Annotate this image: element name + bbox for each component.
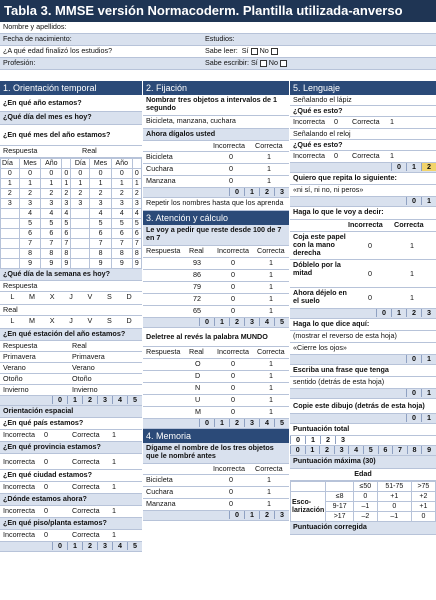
age-studies-field[interactable]	[0, 46, 436, 58]
mundo-head: Respuesta Real Incorrecta Correcta	[143, 347, 289, 359]
read-no-checkbox[interactable]	[271, 48, 278, 55]
attention-instruction: Le voy a pedir que reste desde 100 de 7 en 7	[143, 225, 289, 246]
command-score[interactable]: 0 1 2 3	[290, 309, 436, 319]
subtraction-row[interactable]: 79 0 1	[143, 282, 289, 294]
write-instruction: Escriba una frase que tenga	[290, 365, 436, 377]
repeat-instruction: Quiero que repita lo siguiente:	[290, 173, 436, 185]
read-yes-checkbox[interactable]	[251, 48, 258, 55]
question-weekday: ¿Qué día de la semana es hoy?	[0, 269, 142, 281]
clock-question: ¿Qué es esto?	[290, 140, 436, 151]
fixation-repeat: Repetir los nombres hasta que los aprenda	[143, 198, 289, 211]
total-units[interactable]: 0 1 2 3 4 5 6 7 8 9	[290, 446, 436, 456]
command-head: Incorrecta Correcta	[290, 220, 436, 232]
studies-label: Estudios:	[205, 34, 235, 43]
fixation-score[interactable]: 0 1 2 3	[143, 188, 289, 198]
command-row[interactable]: Ahora déjelo en el suelo 0 1	[290, 288, 436, 309]
spatial-score[interactable]: 0 1 2 3 4 5	[0, 542, 142, 552]
question-floor: ¿En qué piso/planta estamos?	[0, 518, 142, 530]
total-tens[interactable]: 0 1 2 3	[290, 436, 436, 446]
mundo-instruction: Deletree al revés la palabra MUNDO	[143, 328, 289, 347]
command-row[interactable]: Coja este papel con la mano derecha 0 1	[290, 232, 436, 260]
season-row[interactable]: Otoño Otoño	[0, 374, 142, 385]
age-finished-label: ¿A qué edad finalizó los estudios?	[3, 46, 113, 55]
section-title: 1. Orientación temporal	[0, 81, 142, 95]
page-title: Tabla 3. MMSE versión Normacoderm. Plantilla utilizada-anverso	[0, 0, 436, 22]
age-heading: Edad	[290, 469, 436, 481]
mundo-row[interactable]: D 0 1	[143, 371, 289, 383]
memory-item[interactable]: Cuchara 0 1	[143, 487, 289, 499]
close-eyes: «Cierre los ojos»	[290, 343, 436, 355]
question-country: ¿En qué país estamos?	[0, 418, 142, 430]
country-score[interactable]: Incorrecta 0 Correcta 1	[0, 430, 142, 442]
read-instruction: Haga lo que dice aquí:	[290, 319, 436, 331]
memory-item[interactable]: Manzana 0 1	[143, 499, 289, 511]
weekday-answer-options[interactable]: L M X J V S D	[0, 292, 142, 305]
copy-instruction: Copie este dibujo (detrás de esta hoja)	[290, 399, 436, 414]
section-title: 4. Memoria	[143, 429, 289, 443]
mundo-row[interactable]: N 0 1	[143, 383, 289, 395]
clock-score[interactable]: Incorrecta 0 Correcta 1	[290, 151, 436, 163]
city-score[interactable]: Incorrecta 0 Correcta 1	[0, 482, 142, 494]
command-row[interactable]: Dóblelo por la mitad 0 1	[290, 260, 436, 288]
section-title: 5. Lenguaje	[290, 81, 436, 95]
birth-field[interactable]	[0, 34, 436, 46]
section-orientation	[0, 81, 142, 552]
subtraction-row[interactable]: 72 0 1	[143, 294, 289, 306]
profession-label: Profesión:	[3, 58, 36, 67]
write-note: sentido (detrás de esta hoja)	[290, 377, 436, 389]
clock-prompt: Señalando el reloj	[290, 129, 436, 140]
section-middle	[143, 81, 289, 521]
birth-label: Fecha de nacimiento:	[3, 34, 72, 43]
section-title: 2. Fijación	[143, 81, 289, 95]
corrected-score: Puntuación corregida	[290, 522, 436, 535]
answer-header: Respuesta Real	[0, 146, 142, 158]
subtraction-row[interactable]: 65 0 1	[143, 306, 289, 318]
mundo-row[interactable]: U 0 1	[143, 395, 289, 407]
section-title: 3. Atención y cálculo	[143, 211, 289, 225]
mundo-row[interactable]: O 0 1	[143, 359, 289, 371]
repeat-score[interactable]: 0 1	[290, 197, 436, 207]
season-header: Respuesta Real	[0, 341, 142, 352]
max-score: Puntuación máxima (30)	[290, 456, 436, 469]
fixation-item[interactable]: Cuchara 0 1	[143, 164, 289, 176]
write-field: Sabe escribir: Sí No	[205, 59, 289, 67]
season-row[interactable]: Primavera Primavera	[0, 352, 142, 363]
province-score[interactable]: Incorrecta 0 Correcta 1	[0, 454, 142, 470]
profession-field[interactable]	[0, 58, 436, 70]
season-row[interactable]: Invierno Invierno	[0, 385, 142, 396]
question-day: ¿Qué día del mes es hoy?	[0, 112, 142, 125]
attention-head: Respuesta Real Incorrecta Correcta	[143, 246, 289, 258]
fixation-item[interactable]: Manzana 0 1	[143, 176, 289, 188]
pencil-question: ¿Qué es esto?	[290, 106, 436, 117]
season-row[interactable]: Verano Verano	[0, 363, 142, 374]
question-year: ¿En qué año estamos?	[0, 95, 142, 112]
where-score[interactable]: Incorrecta 0 Correcta 1	[0, 506, 142, 518]
read-note: (mostrar el reverso de esta hoja)	[290, 331, 436, 343]
read-field: Sabe leer: Sí No	[205, 47, 280, 55]
fixation-item[interactable]: Bicicleta 0 1	[143, 152, 289, 164]
memory-item[interactable]: Bicicleta 0 1	[143, 475, 289, 487]
spatial-heading: Orientación espacial	[0, 406, 142, 418]
fixation-instruction: Nombrar tres objetos a intervalos de 1 segundo	[143, 95, 289, 116]
total-heading: Puntuación total	[290, 424, 436, 436]
fixation-objects: Bicicleta, manzana, cuchara	[143, 116, 289, 129]
fixation-now: Ahora dígalos usted	[143, 129, 289, 141]
question-where: ¿Dónde estamos ahora?	[0, 494, 142, 506]
mundo-score[interactable]: 0 1 2 3 4 5	[143, 419, 289, 429]
question-month: ¿En qué mes del año estamos?	[0, 125, 142, 146]
write-score[interactable]: 0 1	[290, 389, 436, 399]
correction-table: ≤50 51-75 >75 Esco-larización ≤8 0 +1 +2 9-17 –1 0 +1 >17 –2 –1 0	[290, 481, 436, 522]
pencil-score[interactable]: Incorrecta 0 Correcta 1	[290, 117, 436, 129]
mundo-row[interactable]: M 0 1	[143, 407, 289, 419]
command-instruction: Haga lo que le voy a decir:	[290, 207, 436, 220]
weekday-real-options[interactable]: L M X J V S D	[0, 316, 142, 329]
patient-header	[0, 22, 436, 70]
question-city: ¿En qué ciudad estamos?	[0, 470, 142, 482]
repeat-phrase: «ni sí, ni no, ni peros»	[290, 185, 436, 197]
pencil-prompt: Señalando el lápiz	[290, 95, 436, 106]
read-score[interactable]: 0 1	[290, 355, 436, 365]
memory-score[interactable]: 0 1 2 3	[143, 511, 289, 521]
orientation-score[interactable]: 0 1 2 3 4 5	[0, 396, 142, 406]
section-language	[290, 81, 436, 535]
memory-head: Incorrecta Correcta	[143, 464, 289, 475]
memory-instruction: Dígame el nombre de los tres objetos que le nombré antes	[143, 443, 289, 464]
fixation-head: Incorrecta Correcta	[143, 141, 289, 152]
weekday-real-label: Real	[0, 305, 142, 316]
copy-score[interactable]: 0 1	[290, 414, 436, 424]
subtraction-score[interactable]: 0 1 2 3 4 5	[143, 318, 289, 328]
naming-score[interactable]: 0 1 2	[290, 163, 436, 173]
name-field[interactable]	[0, 22, 436, 34]
write-no-checkbox[interactable]	[280, 60, 287, 67]
floor-score[interactable]: Incorrecta 0 Correcta 1	[0, 530, 142, 542]
date-grid: Día Mes Año Día Mes Año 0 0 0 0 0 0 0 0 1 1 1 1 1 1 1 1 2 2 2 2 2 2 2 2 3 3 3 3 3 3 3 3 4 4 4 4 4 4 5 5 5 5 5 5 6 6 6 6 6 6 7 7 7 7 7 7 8 8 8 8 8 8 9 9 9 9 9 9	[0, 158, 142, 269]
subtraction-row[interactable]: 93 0 1	[143, 258, 289, 270]
write-yes-checkbox[interactable]	[260, 60, 267, 67]
question-season: ¿En qué estación del año estamos?	[0, 329, 142, 341]
name-label: Nombre y apellidos:	[3, 22, 67, 31]
weekday-answer-label: Respuesta	[0, 281, 142, 292]
subtraction-row[interactable]: 86 0 1	[143, 270, 289, 282]
question-province: ¿En qué provincia estamos?	[0, 442, 142, 454]
